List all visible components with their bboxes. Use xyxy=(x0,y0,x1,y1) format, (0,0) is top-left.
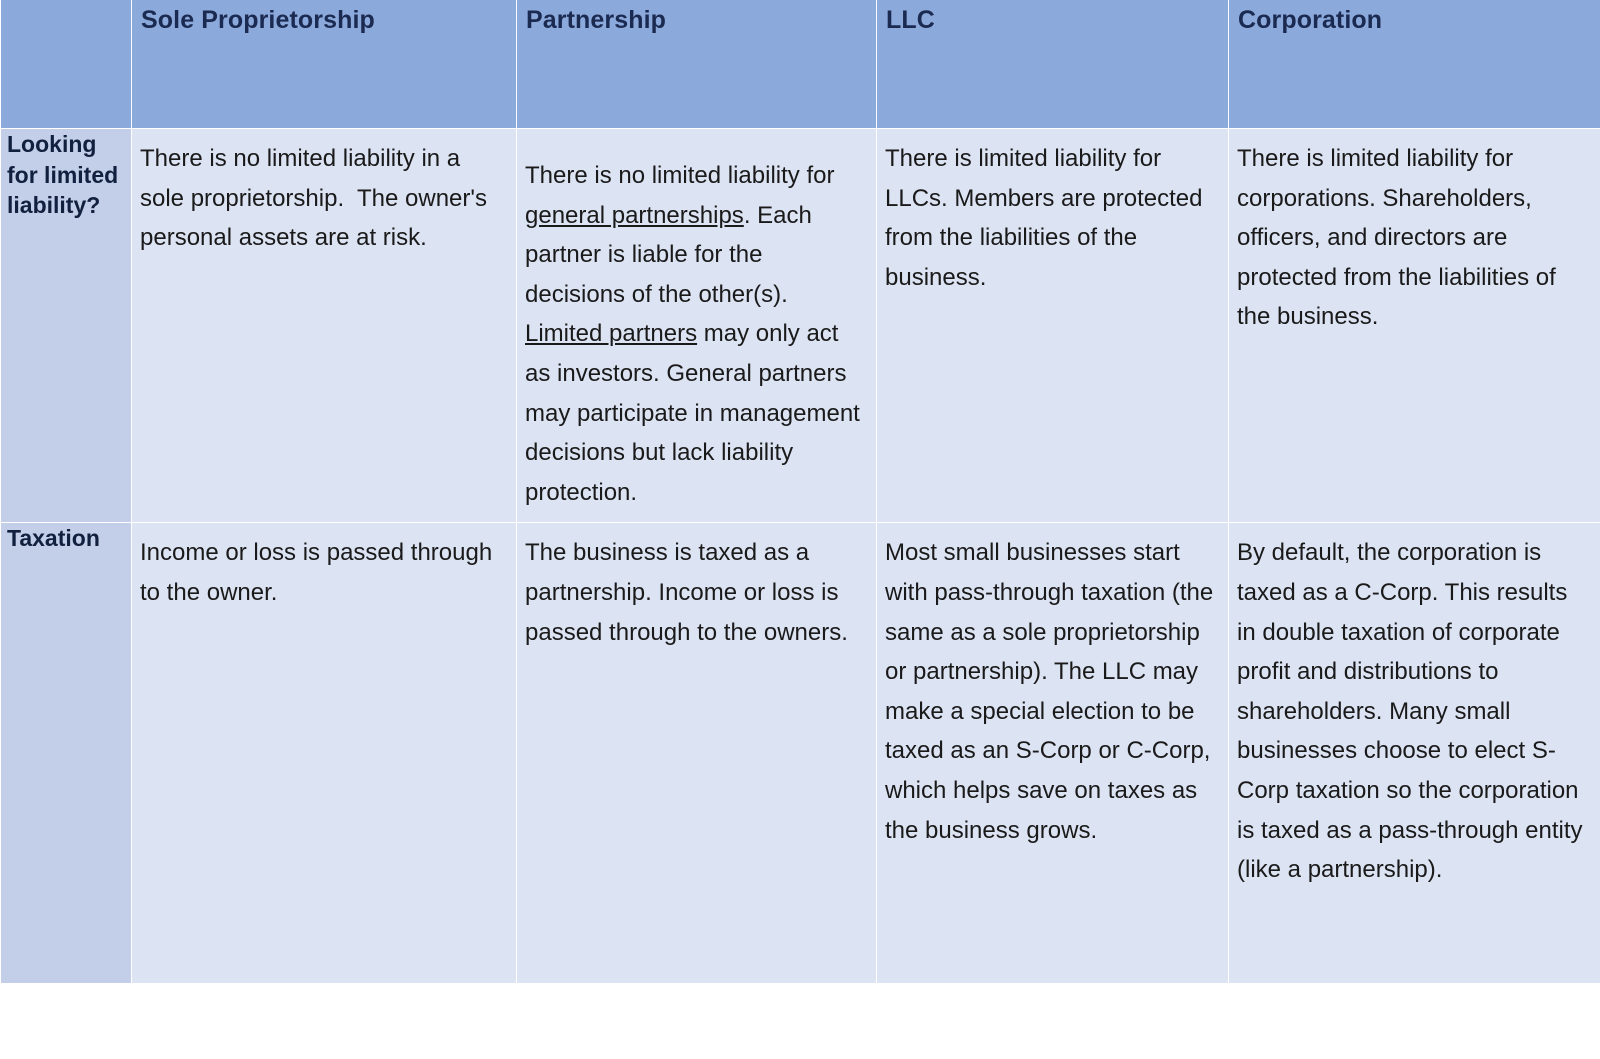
table-corner-label xyxy=(1,0,132,7)
cell-limited-liability-corporation xyxy=(1229,129,1600,523)
column-header-label: Sole Proprietorship xyxy=(141,6,375,34)
cell-taxation-llc xyxy=(877,523,1229,984)
cell-text: There is no limited liability in a sole proprietorship. The owner's personal assets are at risk. xyxy=(140,145,494,252)
cell-limited-liability-llc xyxy=(877,129,1229,523)
cell-limited-liability-partnership xyxy=(517,129,877,523)
column-header-partnership xyxy=(517,0,877,129)
column-header-corporation xyxy=(1229,0,1600,129)
column-header-label: LLC xyxy=(886,6,935,34)
row-header-label: Taxation xyxy=(7,525,100,552)
column-header-label: Partnership xyxy=(526,6,667,34)
cell-text: By default, the corporation is taxed as a C-Corp. This results in double taxation of corporate profit and distributions to shareholders. Many small businesses choose to elect S-Corp taxation so the corporation is taxed as a pass-through entity (like a partnership). xyxy=(1237,539,1590,884)
cell-text: Most small businesses start with pass-through taxation (the same as a sole proprietorship or partnership). The LLC may make a special election to be taxed as an S-Corp or C-Corp, which helps save on taxes as the business grows. xyxy=(885,539,1220,844)
table-corner-cell xyxy=(1,0,132,129)
table-row xyxy=(1,129,1600,523)
table-header-row xyxy=(1,0,1600,129)
cell-taxation-corporation xyxy=(1229,523,1600,984)
column-header-label: Corporation xyxy=(1238,6,1383,34)
cell-text: The business is taxed as a partnership. Income or loss is passed through to the owners. xyxy=(525,539,848,646)
cell-text: There is no limited liability for general partnerships. Each partner is liable for the decisions of the other(s). Limited partners may only act as investors. General partners may participate in management decisions but lack liability protection. xyxy=(525,162,867,506)
cell-text: There is limited liability for LLCs. Members are protected from the liabilities of the business. xyxy=(885,145,1210,291)
cell-taxation-partnership xyxy=(517,523,877,984)
column-header-sole-proprietorship xyxy=(132,0,517,129)
cell-limited-liability-sole-proprietorship xyxy=(132,129,517,523)
cell-taxation-sole-proprietorship xyxy=(132,523,517,984)
row-header-label: Looking for limited liability? xyxy=(7,131,119,219)
sheet-bottom-margin xyxy=(0,1023,1600,1059)
column-header-llc xyxy=(877,0,1229,129)
row-header-taxation xyxy=(1,523,132,984)
row-header-limited-liability xyxy=(1,129,132,523)
cell-text: There is limited liability for corporations. Shareholders, officers, and directors are protected from the liabilities of the business. xyxy=(1237,145,1563,331)
table-row xyxy=(1,523,1600,984)
cell-text: Income or loss is passed through to the owner. xyxy=(140,539,499,606)
